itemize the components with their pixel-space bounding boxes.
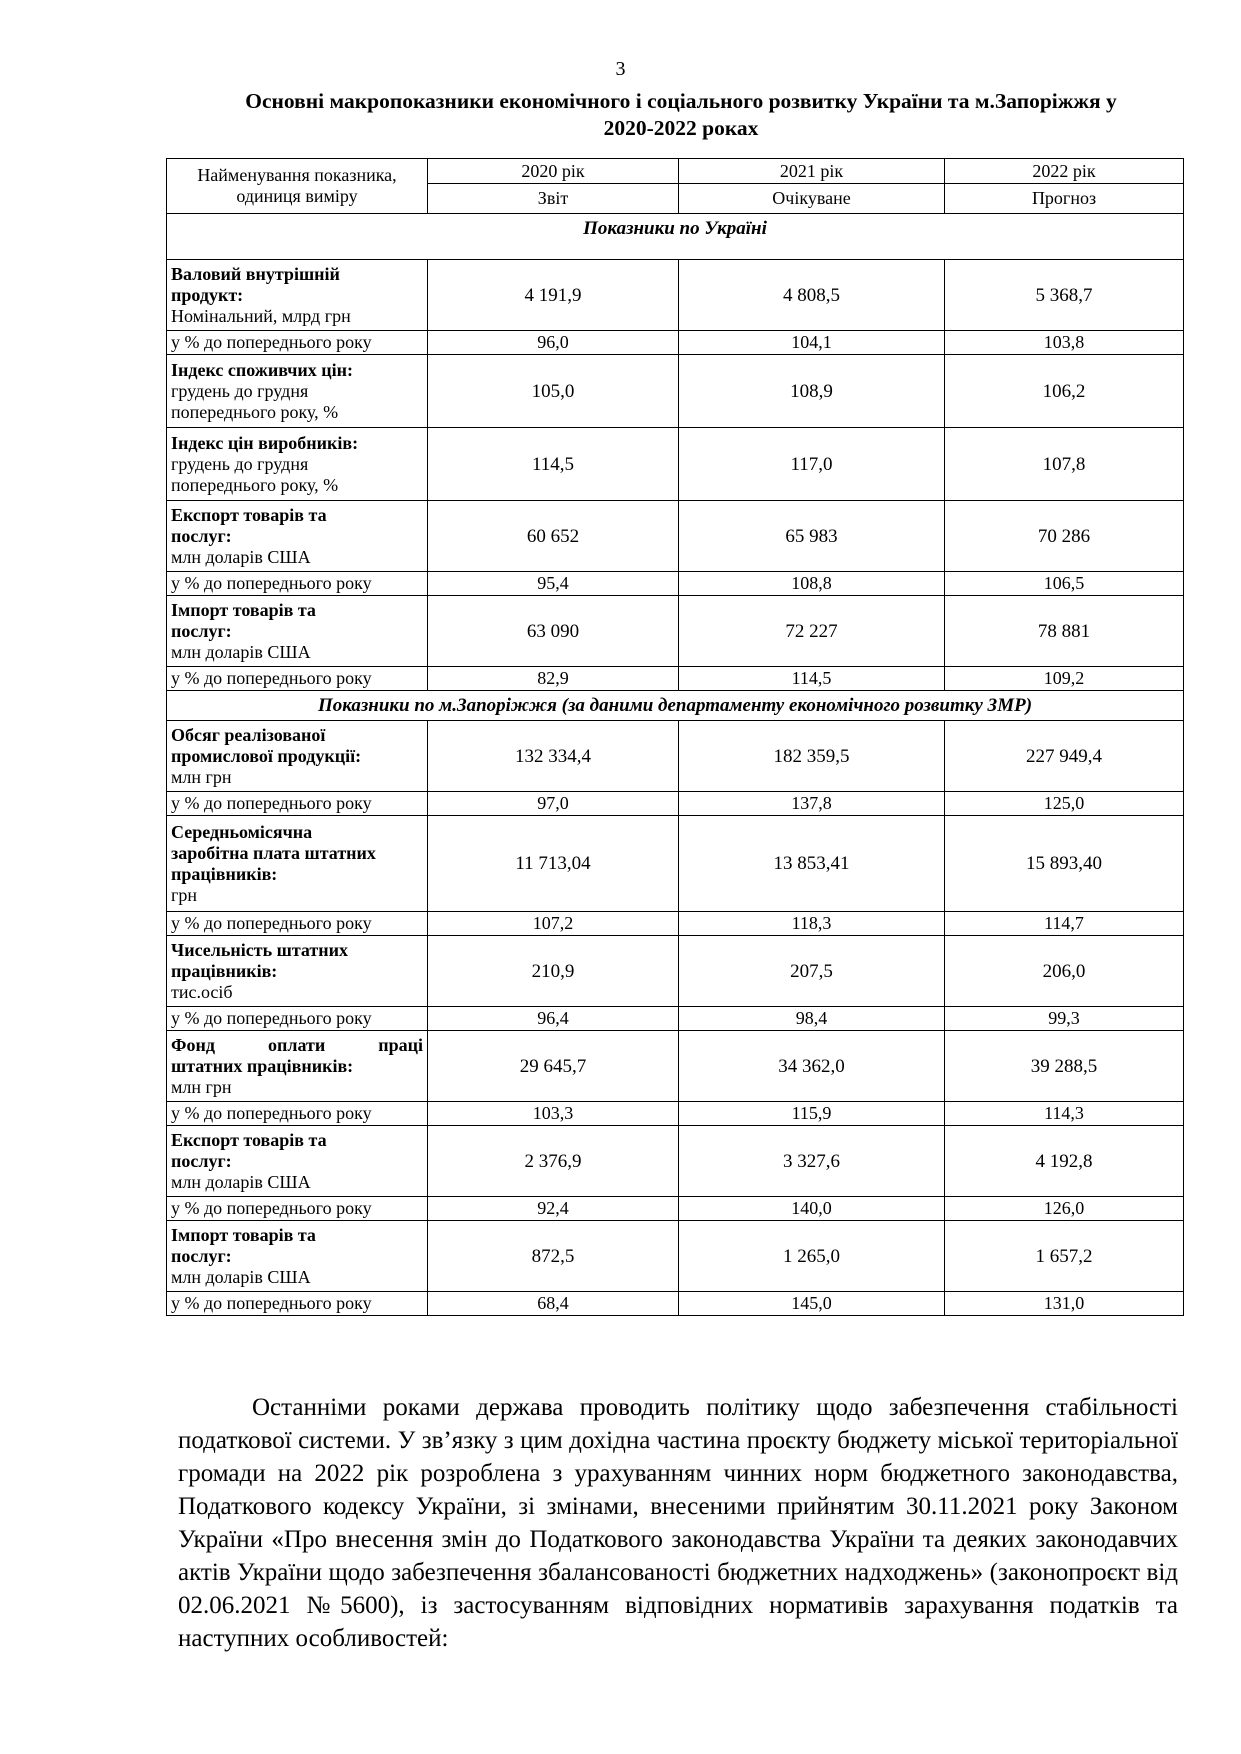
table-cell: 108,8 (679, 572, 945, 596)
indicator-zp-export: Експорт товарів та послуг: млн доларів США (167, 1126, 428, 1197)
section-title-zaporizhzhia: Показники по м.Запоріжжя (за даними департаменту економічного розвитку ЗМР) (167, 691, 1184, 721)
table-cell: 3 327,6 (679, 1126, 945, 1197)
table-row (167, 721, 1184, 792)
table-row (167, 596, 1184, 667)
pct-label: у % до попереднього року (167, 912, 428, 936)
table-cell: 11 713,04 (428, 816, 679, 912)
table-row (167, 501, 1184, 572)
table-cell: 78 881 (945, 596, 1184, 667)
macro-indicators-table (166, 158, 1184, 1316)
table-cell: 4 192,8 (945, 1126, 1184, 1197)
table-cell: 117,0 (679, 428, 945, 501)
table-cell: 2 376,9 (428, 1126, 679, 1197)
pct-label: у % до попереднього року (167, 667, 428, 691)
table-cell: 34 362,0 (679, 1031, 945, 1102)
indicator-ua-import: Імпорт товарів та послуг: млн доларів США (167, 596, 428, 667)
pct-label: у % до попереднього року (167, 792, 428, 816)
title-line-1: Основні макропоказники економічного і соціального розвитку України та м.Запоріжжя у (245, 89, 1117, 113)
indicator-zp-import: Імпорт товарів та послуг: млн доларів США (167, 1221, 428, 1292)
table-row-pct (167, 1292, 1184, 1316)
section-row-ukraine (167, 214, 1184, 260)
indicator-gdp: Валовий внутрішній продукт: Номінальний, млрд грн (167, 260, 428, 331)
document-title (166, 88, 1196, 142)
table-row-pct (167, 1102, 1184, 1126)
table-row (167, 1031, 1184, 1102)
table-cell: 65 983 (679, 501, 945, 572)
table-row (167, 816, 1184, 912)
table-cell: 107,2 (428, 912, 679, 936)
indicator-salary: Середньомісячна заробітна плата штатних працівників: грн (167, 816, 428, 912)
table-row (167, 355, 1184, 428)
table-cell: 108,9 (679, 355, 945, 428)
table-cell: 103,3 (428, 1102, 679, 1126)
table-cell: 106,2 (945, 355, 1184, 428)
table-cell: 131,0 (945, 1292, 1184, 1316)
pct-label: у % до попереднього року (167, 331, 428, 355)
table-row-pct (167, 1007, 1184, 1031)
table-cell: 13 853,41 (679, 816, 945, 912)
table-row-pct (167, 912, 1184, 936)
indicator-ua-export: Експорт товарів та послуг: млн доларів США (167, 501, 428, 572)
pct-label: у % до попереднього року (167, 572, 428, 596)
table-cell: 103,8 (945, 331, 1184, 355)
table-cell: 182 359,5 (679, 721, 945, 792)
page-number: 3 (615, 58, 626, 80)
table-cell: 109,2 (945, 667, 1184, 691)
table-cell: 106,5 (945, 572, 1184, 596)
pct-label: у % до попереднього року (167, 1197, 428, 1221)
table-row (167, 260, 1184, 331)
table-cell: 114,7 (945, 912, 1184, 936)
table-cell: 39 288,5 (945, 1031, 1184, 1102)
table-cell: 206,0 (945, 936, 1184, 1007)
table-cell: 1 657,2 (945, 1221, 1184, 1292)
table-cell: 95,4 (428, 572, 679, 596)
header-status-2020: Звіт (428, 184, 679, 214)
table-cell: 99,3 (945, 1007, 1184, 1031)
table-cell: 4 808,5 (679, 260, 945, 331)
section-row-zaporizhzhia (167, 691, 1184, 721)
body-paragraph: Останніми роками держава проводить політику щодо забезпечення стабільності податкової системи. У зв’язку з цим дохідна частина проєкту бюджету міської територіальної громади на 2022 рік розроблена з урахуванням чинних норм бюджетного законодавства, Податкового кодексу України, зі змінами, внесеними прийнятим 30.11.2021 року Законом України «Про внесення змін до Податкового законодавства України та деяких законодавчих актів України щодо забезпечення збалансованості бюджетних надходжень» (законопроєкт від 02.06.2021 №5600), із застосуванням відповідних нормативів зарахування податків та наступних особливостей: (178, 1394, 1178, 1652)
table-cell: 107,8 (945, 428, 1184, 501)
header-year-2020: 2020 рік (428, 159, 679, 184)
table-cell: 114,5 (428, 428, 679, 501)
table-cell: 15 893,40 (945, 816, 1184, 912)
table-cell: 92,4 (428, 1197, 679, 1221)
table-cell: 137,8 (679, 792, 945, 816)
table-cell: 118,3 (679, 912, 945, 936)
table-cell: 96,0 (428, 331, 679, 355)
table-row-pct (167, 1197, 1184, 1221)
table-cell: 207,5 (679, 936, 945, 1007)
table-cell: 29 645,7 (428, 1031, 679, 1102)
indicator-wage-fund: Фонд оплати праці штатних працівників: млн грн (167, 1031, 428, 1102)
table-cell: 4 191,9 (428, 260, 679, 331)
indicator-staff: Чисельність штатних працівників: тис.осіб (167, 936, 428, 1007)
header-year-2021: 2021 рік (679, 159, 945, 184)
table-cell: 140,0 (679, 1197, 945, 1221)
table-cell: 97,0 (428, 792, 679, 816)
pct-label: у % до попереднього року (167, 1102, 428, 1126)
table-cell: 98,4 (679, 1007, 945, 1031)
pct-label: у % до попереднього року (167, 1292, 428, 1316)
table-cell: 96,4 (428, 1007, 679, 1031)
table-row (167, 1126, 1184, 1197)
table-cell: 115,9 (679, 1102, 945, 1126)
table-row-pct (167, 792, 1184, 816)
table-row (167, 936, 1184, 1007)
title-line-2: 2020-2022 роках (603, 116, 759, 140)
table-row (167, 428, 1184, 501)
table-cell: 104,1 (679, 331, 945, 355)
table-row-pct (167, 572, 1184, 596)
table-cell: 114,5 (679, 667, 945, 691)
table-cell: 68,4 (428, 1292, 679, 1316)
header-year-2022: 2022 рік (945, 159, 1184, 184)
indicator-cpi: Індекс споживчих цін: грудень до грудня попереднього року, % (167, 355, 428, 428)
table-cell: 125,0 (945, 792, 1184, 816)
table-cell: 63 090 (428, 596, 679, 667)
table-cell: 145,0 (679, 1292, 945, 1316)
table-row-pct (167, 667, 1184, 691)
table-cell: 60 652 (428, 501, 679, 572)
header-indicator-name: Найменування показника, одиниця виміру (167, 159, 428, 214)
indicator-industry: Обсяг реалізованої промислової продукції: млн грн (167, 721, 428, 792)
table-cell: 227 949,4 (945, 721, 1184, 792)
table-cell: 82,9 (428, 667, 679, 691)
table-cell: 1 265,0 (679, 1221, 945, 1292)
table-cell: 105,0 (428, 355, 679, 428)
table-header-row (167, 159, 1184, 184)
pct-label: у % до попереднього року (167, 1007, 428, 1031)
table-cell: 126,0 (945, 1197, 1184, 1221)
indicator-ppi: Індекс цін виробників: грудень до грудня попереднього року, % (167, 428, 428, 501)
table-cell: 114,3 (945, 1102, 1184, 1126)
table-cell: 5 368,7 (945, 260, 1184, 331)
table-cell: 210,9 (428, 936, 679, 1007)
header-status-2021: Очікуване (679, 184, 945, 214)
table-cell: 872,5 (428, 1221, 679, 1292)
header-status-2022: Прогноз (945, 184, 1184, 214)
table-row (167, 1221, 1184, 1292)
section-title-ukraine: Показники по Україні (167, 214, 1184, 260)
table-cell: 70 286 (945, 501, 1184, 572)
table-row-pct (167, 331, 1184, 355)
table-cell: 72 227 (679, 596, 945, 667)
table-cell: 132 334,4 (428, 721, 679, 792)
